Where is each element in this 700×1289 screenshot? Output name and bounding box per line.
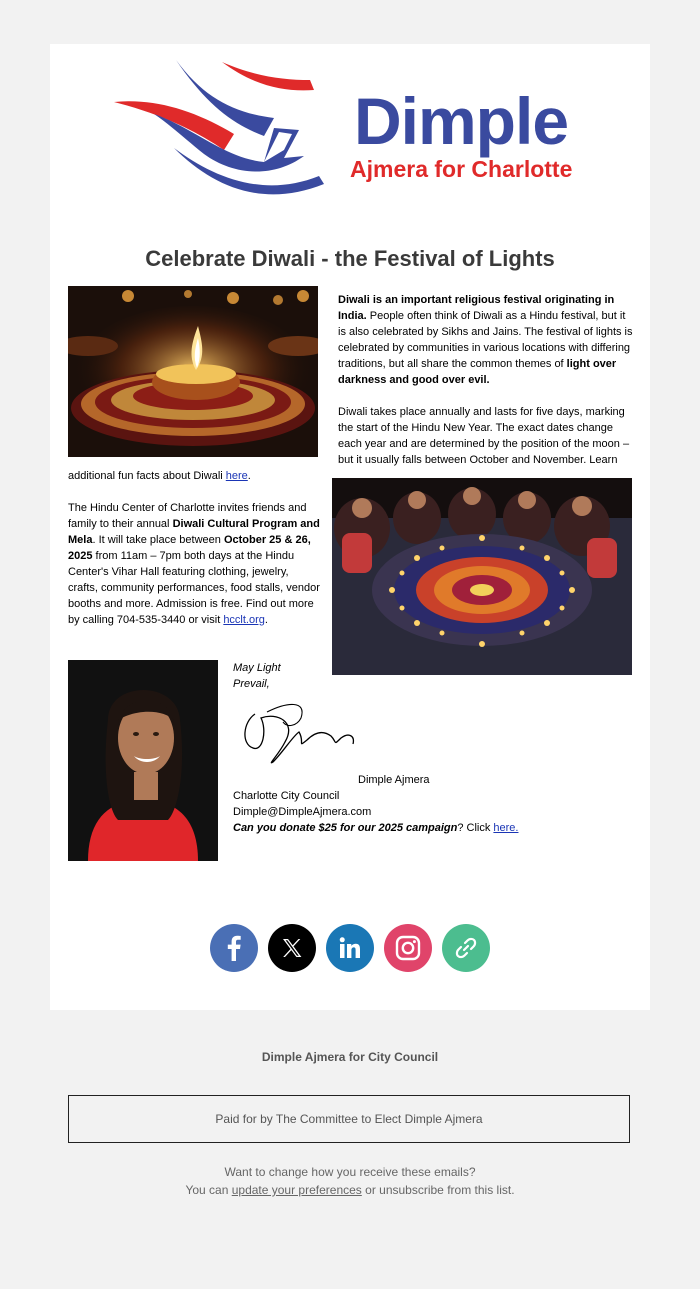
signoff-block — [233, 660, 563, 836]
intro-bold-themes: light over darkness and good over evil. — [338, 358, 617, 386]
logo-tagline: Ajmera for Charlotte — [350, 156, 573, 182]
signoff-line-1: May Light — [233, 662, 281, 674]
paid-for-text: Paid for by The Committee to Elect Dimple Ajmera — [215, 1112, 483, 1126]
hcclt-link[interactable]: hcclt.org — [223, 614, 265, 626]
instagram-button[interactable] — [384, 924, 432, 972]
event-dates: October 25 & 26, 2025 — [68, 534, 311, 562]
intro-bold-lead: Diwali is an important religious festival originating in India. — [338, 294, 615, 322]
signer-name: Dimple Ajmera — [358, 774, 430, 786]
x-icon — [281, 937, 303, 959]
link-icon — [454, 936, 478, 960]
signer-email: Dimple@DimpleAjmera.com — [233, 806, 372, 818]
instagram-icon — [395, 935, 421, 961]
signature-image — [233, 692, 563, 772]
fun-facts-link[interactable]: here — [225, 470, 248, 482]
rangoli-celebration-image — [332, 478, 632, 675]
intro-paragraph-2 — [338, 404, 634, 468]
linkedin-icon — [338, 936, 362, 960]
x-twitter-button[interactable] — [268, 924, 316, 972]
intro-text: People often think of Diwali as a Hindu festival, but it is also celebrated by Sikhs and Jains. The festival of lights is celebrated by communities in various locations with differing traditions, but all share the common themes of — [338, 310, 633, 370]
update-preferences-link[interactable]: update your preferences — [231, 1183, 362, 1197]
email-preferences-question: Want to change how you receive these emails? — [224, 1165, 476, 1179]
signer-role: Charlotte City Council — [233, 790, 340, 802]
facebook-button[interactable] — [210, 924, 258, 972]
dimple-portrait-image — [68, 660, 218, 861]
you-can-text: You can — [185, 1183, 232, 1197]
donate-ask: Can you donate $25 for our 2025 campaign — [233, 822, 458, 834]
linkedin-button[interactable] — [326, 924, 374, 972]
email-card — [50, 44, 650, 1010]
donate-mid: ? Click — [457, 822, 494, 834]
event-paragraph — [68, 500, 320, 628]
logo-wordmark: Dimple — [354, 84, 569, 158]
flag-swoosh-icon — [114, 58, 354, 208]
period: . — [264, 614, 268, 626]
fun-facts-text: additional fun facts about Diwali — [68, 470, 226, 482]
intro-para2-text: Diwali takes place annually and lasts for five days, marking the start of the Hindu New Year. The exact dates change each year and are determined by the position of the moon – but it usually falls between October and November. Learn — [338, 406, 630, 466]
event-text-3: from 11am – 7pm both days at the Hindu Center's Vihar Hall featuring clothing, jewelry, crafts, community performances, food stalls, vendor booths and more. Admission is free. Find out more by calling 704-535-3440 or visit — [68, 550, 320, 626]
website-link-button[interactable] — [442, 924, 490, 972]
facebook-icon — [223, 935, 245, 961]
unsubscribe-text: or unsubscribe from this list. — [361, 1183, 515, 1197]
donate-line — [233, 820, 563, 836]
event-name: Diwali Cultural Program and Mela — [68, 518, 320, 546]
signoff-line-2: Prevail, — [233, 678, 270, 690]
footer-org-name: Dimple Ajmera for City Council — [261, 1050, 439, 1064]
email-preferences-line — [0, 1182, 700, 1198]
diya-lamp-image — [68, 286, 318, 457]
paid-for-disclaimer — [68, 1095, 630, 1143]
period: . — [247, 470, 251, 482]
campaign-logo[interactable] — [114, 58, 594, 198]
event-text-1: The Hindu Center of Charlotte invites friends and family to their annual — [68, 502, 307, 530]
event-text-2: . It will take place between — [92, 534, 224, 546]
page-title: Celebrate Diwali - the Festival of Lights — [145, 246, 555, 271]
donate-link[interactable]: here. — [493, 822, 519, 834]
intro-paragraph-2-cont — [68, 468, 368, 484]
intro-paragraph — [338, 292, 634, 388]
